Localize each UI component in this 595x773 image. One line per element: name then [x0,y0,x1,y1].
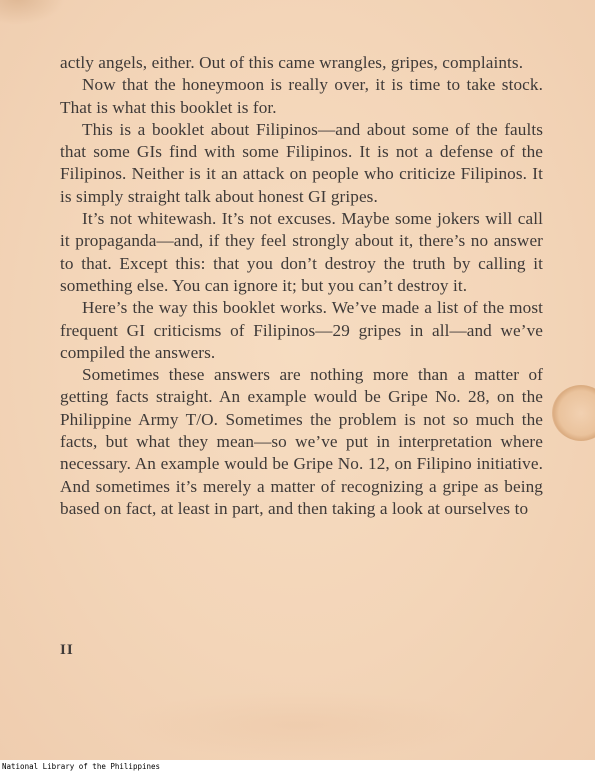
paper-discoloration [120,690,480,760]
water-stain [552,385,595,441]
paper-stain [0,0,65,25]
paragraph-honeymoon: Now that the honeymoon is really over, it is time to take stock. That is what this booklet is for. [60,75,543,117]
page-number: II [60,642,74,658]
paragraph-how-it-works: Here’s the way this booklet works. We’ve made a list of the most frequent GI criticisms of Filipinos—29 gripes in all—and we’ve compiled the answers. [60,298,543,362]
body-text [60,52,543,520]
paragraph-not-whitewash: It’s not whitewash. It’s not excuses. Maybe some jokers will call it propaganda—and, if they feel strongly about it, there’s no answer to that. Except this: that you don’t destroy the truth by calling it something else. You can ignore it; but you can’t destroy it. [60,209,543,295]
paragraph-booklet-about: This is a booklet about Filipinos—and about some of the faults that some GIs find with some Filipinos. It is not a defense of the Filipinos. Neither is it an attack on people who criticize Filipinos. It is simply straight talk about honest GI gripes. [60,119,543,206]
paragraph-answers: Sometimes these answers are nothing more than a matter of getting facts straight. An example would be Gripe No. 28, on the Philippine Army T/O. Sometimes the problem is not so much the facts, but what they mean—so we’ve put in interpretation where necessary. An example would be Gripe No. 12, on Filipino initiative. And sometimes it’s merely a matter of recognizing a gripe as being based on fact, at least in part, and then taking a look at ourselves to [60,365,543,518]
library-watermark: National Library of the Philippines [2,762,161,771]
paragraph-continuation: actly angels, either. Out of this came wrangles, gripes, complaints. [60,53,524,72]
